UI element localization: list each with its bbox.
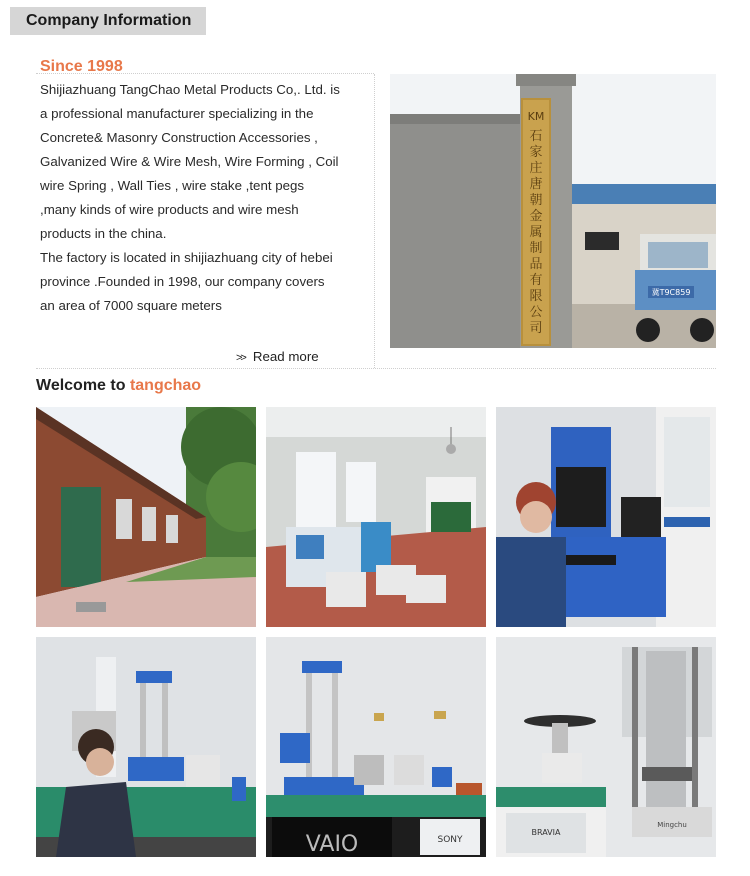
vaio-label: VAIO — [305, 832, 359, 857]
divider-vertical — [374, 74, 375, 368]
intro-paragraph: The factory is located in shijiazhuang city of hebei province .Founded in 1998, our company covers an area of 7000 square meters — [40, 250, 333, 313]
gate-sign-char: 公 — [529, 305, 543, 320]
intro-paragraph: Shijiazhuang TangChao Metal Products Co,. Ltd. is a professional manufacturer specializing in the Concrete& Masonry Construction Accessories , Galvanized Wire & Wire Mesh, Wire Forming , Coil wire Spring , Wall Ties , wire stake ,tent pegs ,many kinds of wire products and wire mesh products in the china. — [40, 82, 340, 241]
sony-label: SONY — [437, 835, 463, 845]
gate-sign-char: 限 — [529, 289, 543, 304]
gate-sign-char: 金 — [529, 209, 543, 224]
gate-sign-char: 有 — [529, 273, 543, 288]
tester-brand: Mingchu — [657, 821, 687, 829]
double-chevron-right-icon: >> — [236, 352, 245, 364]
tensile-tester-photo — [496, 637, 716, 857]
truck-plate: 冀T9C859 — [651, 288, 691, 297]
measuring-station-photo — [496, 407, 716, 627]
gate-sign-char: 品 — [529, 257, 543, 272]
gate-sign-char: 属 — [529, 225, 543, 240]
lab-tester-operator-photo — [36, 637, 256, 857]
welcome-prefix: Welcome to — [36, 377, 130, 394]
factory-building-photo — [36, 407, 256, 627]
welcome-heading — [36, 377, 201, 395]
tab-label: Company Information — [26, 12, 192, 29]
gate-sign-logo: KM — [527, 110, 545, 123]
read-more-link[interactable] — [236, 349, 319, 364]
gate-sign-char: 庄 — [529, 161, 543, 176]
bravia-label: BRAVIA — [531, 828, 561, 837]
lab-instruments-photo — [266, 637, 486, 857]
factory-gate-photo — [390, 74, 716, 348]
gate-sign-char: 司 — [529, 321, 543, 336]
workshop-machines-photo — [266, 407, 486, 627]
gate-sign-text — [529, 129, 542, 336]
since-heading: Since 1998 — [40, 58, 123, 75]
welcome-brand: tangchao — [129, 377, 202, 394]
gate-sign-char: 朝 — [529, 193, 543, 208]
gate-sign-char: 家 — [529, 145, 543, 160]
divider-bottom — [36, 368, 716, 369]
read-more-label: Read more — [252, 349, 319, 364]
company-intro — [40, 78, 340, 318]
gate-sign-char: 石 — [529, 129, 543, 144]
company-information-tab[interactable] — [10, 7, 206, 35]
gate-sign-char: 唐 — [529, 177, 543, 192]
gate-sign-char: 制 — [529, 241, 543, 256]
